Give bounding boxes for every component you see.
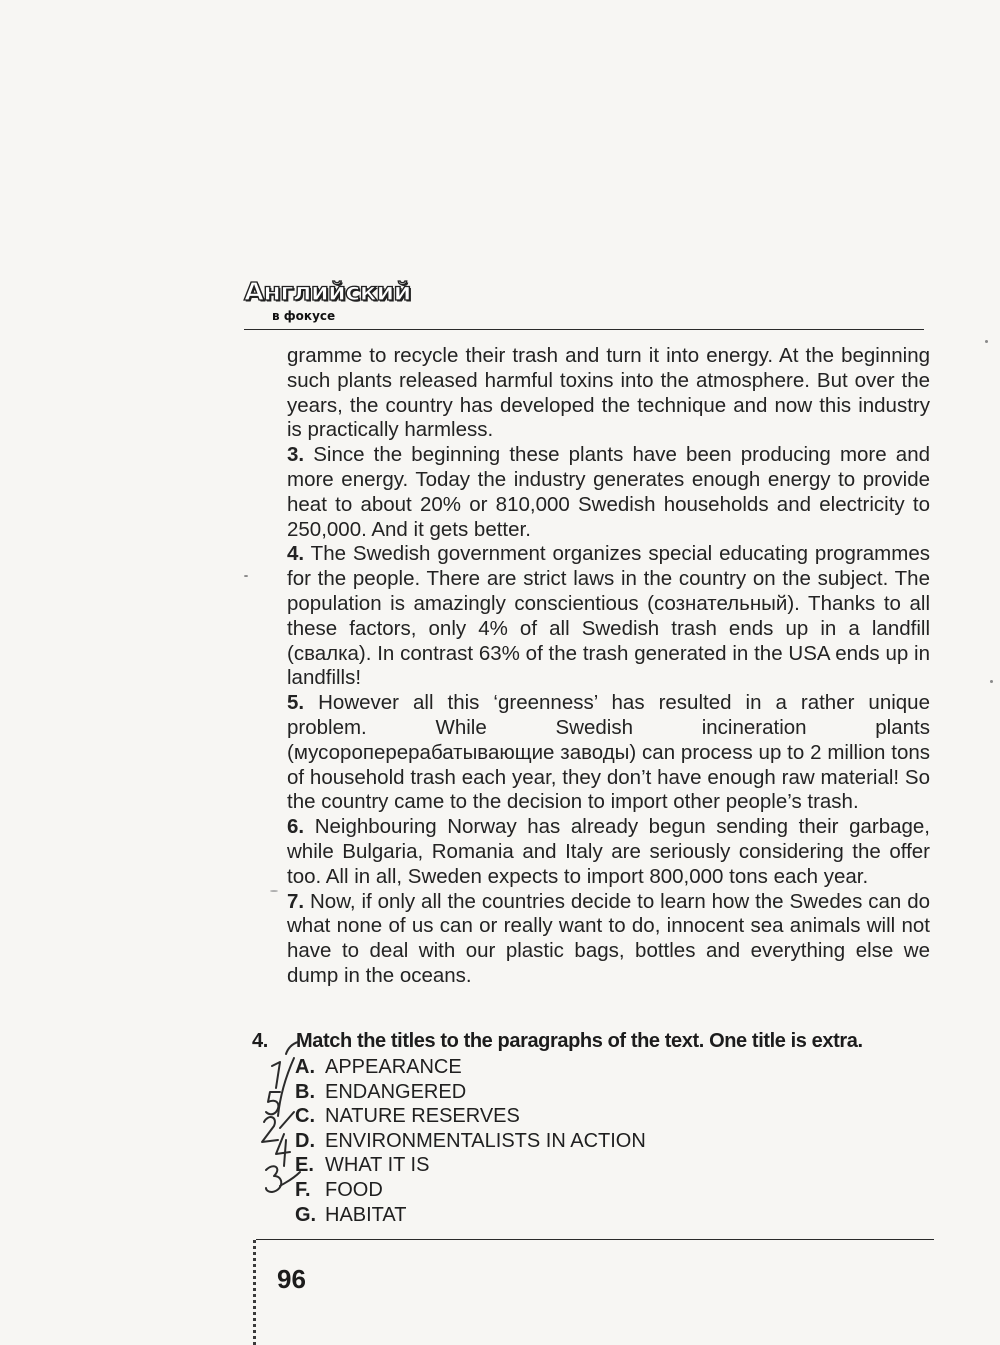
scan-speck: [990, 680, 993, 683]
title-letter: E.: [295, 1154, 314, 1177]
paragraph-number: 7.: [287, 889, 305, 913]
title-option-c: [295, 1104, 942, 1129]
title-text: HABITAT: [325, 1203, 407, 1226]
title-letter: D.: [295, 1129, 315, 1152]
paragraph-4: [287, 542, 930, 691]
reading-text: [287, 344, 930, 989]
title-letter: C.: [295, 1105, 315, 1128]
exercise-number: 4.: [252, 1030, 268, 1052]
scan-speck: [985, 340, 988, 343]
paragraph-number: 5.: [287, 691, 305, 715]
titles-list: [252, 1055, 942, 1227]
paragraph-number: 4.: [287, 542, 305, 566]
paragraph-continuation: [287, 344, 930, 443]
handwritten-digit-3: [266, 1166, 281, 1192]
title-option-a: [295, 1055, 942, 1080]
logo-title: Английский: [244, 278, 411, 307]
paragraph-5: [287, 691, 930, 815]
title-text: WHAT IT IS: [325, 1154, 430, 1177]
pen-slash-mark: [280, 1112, 294, 1128]
handwritten-digit-2: [262, 1117, 278, 1142]
paragraph-text: The Swedish government organizes special educating programmes for the people. There are strict laws in the country on the subject. The population is amazingly conscientious (сознательный). Thanks to all these factors, only 4% of all Swedish trash ends up in a landfill (свалка). In contrast 63% of the trash generated in the USA ends up in landfills!: [287, 542, 930, 690]
paragraph-text: gramme to recycle their trash and turn it into energy. At the beginning such plants released harmful toxins into the atmosphere. But over the years, the country has developed the technique and now this industry is practically harmless.: [287, 344, 930, 442]
paragraph-text: However all this ‘greenness’ has resulted in a rather unique problem. While Swedish incineration plants (мусороперерабатывающие заводы) can process up to 2 million tons of household trash each year, they don’t have enough raw material! So the country came to the decision to import other people’s trash.: [287, 691, 930, 814]
title-letter: A.: [295, 1056, 315, 1078]
title-text: FOOD: [325, 1178, 383, 1201]
paragraph-text: Neighbouring Norway has already begun sending their garbage, while Bulgaria, Romania and Italy are seriously considering the offer too. All in all, Sweden expects to import 800,000 tons each year.: [287, 815, 931, 888]
title-option-f: [295, 1178, 942, 1203]
title-text: ENDANGERED: [325, 1080, 467, 1103]
paragraph-number: 3.: [287, 443, 305, 467]
title-option-d: [295, 1129, 942, 1154]
logo-subtitle: в фокусе: [272, 309, 336, 323]
title-option-g: [295, 1203, 942, 1228]
paragraph-3: [287, 443, 930, 542]
exercise-heading: [252, 1030, 942, 1053]
paragraph-text: Since the beginning these plants have been producing more and more energy. Today the industry generates enough energy to provide heat to about 20% or 810,000 Swedish households and electricity to 250,000. And it gets better.: [287, 443, 930, 541]
page-number: 96: [277, 1264, 306, 1294]
handwritten-digit-5: [266, 1092, 280, 1114]
pen-bracket-line: [278, 1058, 294, 1116]
paragraph-6: [287, 815, 930, 889]
title-letter: G.: [295, 1203, 317, 1226]
pen-tick-mark: [286, 1042, 298, 1054]
textbook-logo: [244, 278, 411, 328]
paragraph-7: [287, 890, 930, 989]
scan-speck: [270, 890, 278, 892]
exercise-instruction: Match the titles to the paragraphs of the text. One title is extra.: [296, 1030, 863, 1052]
handwritten-answers: [250, 1036, 310, 1216]
title-text: ENVIRONMENTALISTS IN ACTION: [325, 1129, 646, 1152]
paragraph-number: 6.: [287, 815, 305, 839]
handwritten-digit-1: [272, 1062, 280, 1088]
pen-trailing-stroke: [280, 1172, 300, 1186]
footer-divider: [256, 1239, 934, 1240]
title-option-b: [295, 1080, 942, 1105]
title-letter: B.: [295, 1080, 315, 1103]
title-text: NATURE RESERVES: [325, 1105, 520, 1128]
title-letter: F.: [295, 1178, 311, 1201]
handwritten-digit-4: [276, 1134, 290, 1166]
scan-speck: [244, 575, 248, 577]
title-text: APPEARANCE: [325, 1056, 462, 1078]
title-option-e: [295, 1153, 942, 1178]
paragraph-text: Now, if only all the countries decide to learn how the Swedes can do what none of us can or really want to do, innocent sea animals will not have to deal with our plastic bags, bottles and everything else we dump in the oceans.: [287, 889, 930, 987]
dotted-margin-line: [253, 1240, 256, 1345]
header-divider: [244, 329, 924, 330]
exercise-4: [252, 1030, 942, 1227]
